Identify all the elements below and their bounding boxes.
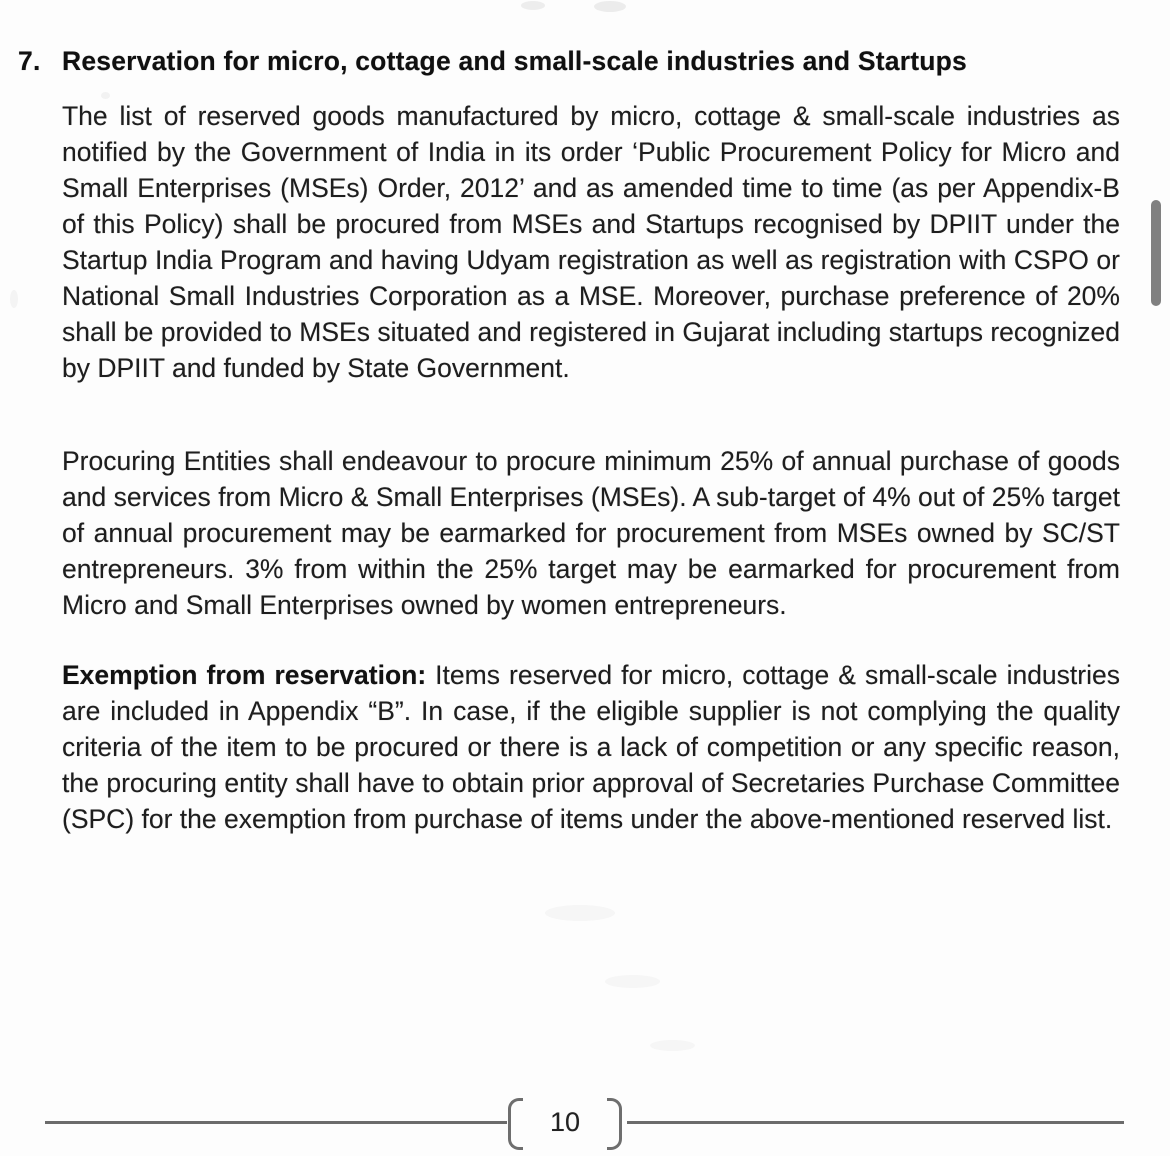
footer-rule-right [627,1121,1124,1124]
footer-rule-left [45,1121,507,1124]
scrollbar-thumb[interactable] [1151,200,1161,306]
paragraph-reserved-goods: The list of reserved goods manufactured by micro, cottage & small-scale industries as notified by the Government of India in its order ‘Public Procurement Policy for Micro and Small Enterprises (MSEs) Order, 2012’ and as amended time to time (as per Appendix-B of this Policy) shall be procured from MSEs and Startups recognised by DPIIT under the Startup India Program and having Udyam registration as well as registration with CSPO or National Small Industries Corporation as a MSE. Moreover, purchase preference of 20% shall be provided to MSEs situated and registered in Gujarat including startups recognized by DPIIT and funded by State Government. [62,101,1120,383]
page-number-bracket-left-icon [508,1098,523,1150]
scan-artifact [594,1,626,12]
scan-artifact [10,290,18,308]
section-title: Reservation for micro, cottage and small-scale industries and Startups [62,46,967,76]
paragraph-procurement-targets: Procuring Entities shall endeavour to procure minimum 25% of annual purchase of goods and services from Micro & Small Enterprises (MSEs). A sub-target of 4% out of 25% target of annual procurement may be earmarked for procurement from MSEs owned by SC/ST entrepreneurs. 3% from within the 25% target may be earmarked for procurement from Micro and Small Enterprises owned by women entrepreneurs. [62,446,1120,620]
section-heading [18,44,1128,78]
scan-artifact [650,1040,695,1051]
exemption-body-text: Items reserved for micro, cottage & small-scale industries are included in Appendix “B”. In case, if the eligible supplier is not complying the quality criteria of the item to be procured or there is a lack of competition or any specific reason, the procuring entity shall have to obtain prior approval of Secretaries Purchase Committee (SPC) for the exemption from purchase of items under the above-mentioned reserved list. [62,660,1120,834]
page-number-bracket-right-icon [607,1098,622,1150]
page-number: 10 [549,1107,581,1137]
scan-artifact [545,905,615,921]
scan-artifact [521,1,545,10]
section-number: 7. [18,46,41,76]
scan-artifact [605,975,660,988]
paragraph-exemption [62,657,1120,837]
exemption-lead-label: Exemption from reservation: [62,660,427,690]
